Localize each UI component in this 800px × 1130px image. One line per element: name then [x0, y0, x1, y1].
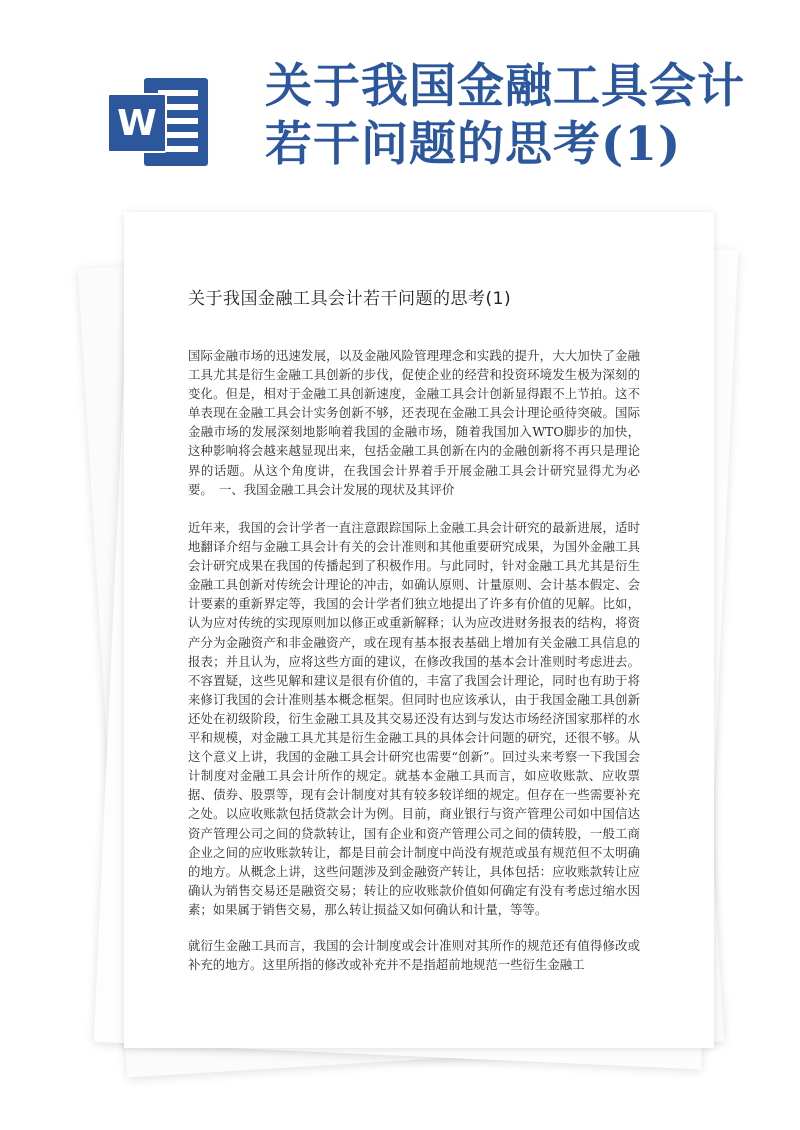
document-paragraph: 近年来，我国的会计学者一直注意跟踪国际上金融工具会计研究的最新进展，适时地翻译介绍与金融工具会计有关的会计准则和其他重要研究成果，为国外金融工具会计研究成果在我国的传播起到了积极作用。与此同时，针对金融工具尤其是衍生金融工具创新对传统会计理论的冲击，如确认原则、计量原则、会计基本假定、会计要素的重新界定等，我国的会计学者们独立地提出了许多有价值的见解。比如，认为应对传统的实现原则加以修正或重新解释；认为应改进财务报表的结构，将资产分为金融资产和非金融资产，或在现有基本报表基础上增加有关金融工具信息的报表；并且认为，应将这些方面的建议，在修改我国的基本会计准则时考虑进去。不容置疑，这些见解和建议是很有价值的，丰富了我国会计理论，同时也有助于将来修订我国的会计准则基本概念框架。但同时也应该承认，由于我国金融工具创新还处在初级阶段，衍生金融工具及其交易还没有达到与发达市场经济国家那样的水平和规模，对金融工具尤其是衍生金融工具的具体会计问题的研究，还很不够。从这个意义上讲，我国的金融工具会计研究也需要“创新”。回过头来考察一下我国会计制度对金融工具会计所作的规定。就基本金融工具而言，如应收账款、应收票据、债券、股票等，现有会计制度对其有较多较详细的规定。但存在一些需要补充之处。以应收账款包括贷款会计为例。目前，商业银行与资产管理公司如中国信达资产管理公司之间的贷款转让，国有企业和资产管理公司之间的债转股，一般工商企业之间的应收账款转让，都是目前会计制度中尚没有规范或虽有规范但不太明确的地方。从概念上讲，这些问题涉及到金融资产转让，具体包括：应收账款转让应确认为销售交易还是融资交易；转让的应收账款价值如何确定有没有考虑过缩水因素；如果属于销售交易，那么转让损益又如何确认和计量，等等。: [188, 520, 640, 917]
document-page: [124, 212, 714, 1048]
document-title: 关于我国金融工具会计若干问题的思考(1): [188, 289, 512, 309]
word-icon-letter: W: [117, 103, 157, 144]
document-paragraph: 就衍生金融工具而言，我国的会计制度或会计准则对其所作的规范还有值得修改或补充的地方。这里所指的修改或补充并不是指超前地规范一些衍生金融工: [188, 938, 640, 973]
page-title: 关于我国金融工具会计若干问题的思考(1): [265, 59, 745, 172]
word-document-icon: [108, 70, 212, 174]
document-paragraph: 国际金融市场的迅速发展，以及金融风险管理理念和实践的提升，大大加快了金融工具尤其是衍生金融工具创新的步伐，促使企业的经营和投资环境发生极为深刻的变化。但是，相对于金融工具创新速度，金融工具会计创新显得跟不上节拍。这不单表现在金融工具会计实务创新不够，还表现在金融工具会计理论亟待突破。国际金融市场的发展深刻地影响着我国的金融市场，随着我国加入WTO脚步的加快，这种影响将会越来越显现出来，包括金融工具创新在内的金融创新将不再只是理论界的话题。从这个角度讲，在我国会计界着手开展金融工具会计研究显得尤为必要。 一、我国金融工具会计发展的现状及其评价: [188, 348, 640, 497]
